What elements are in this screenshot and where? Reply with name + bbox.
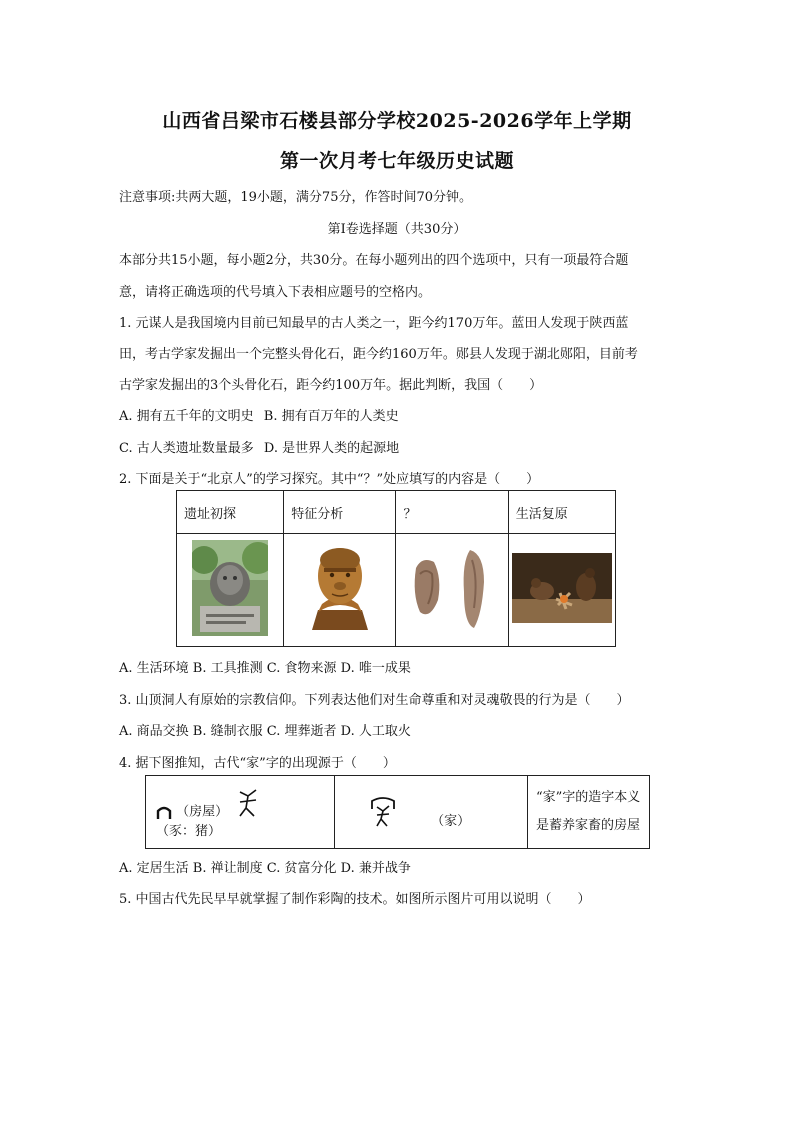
section-intro-line1: 本部分共15小题，每小题2分，共30分。在每小题列出的四个选项中，只有一项最符合题 — [119, 253, 629, 268]
q4-house-label: （房屋） — [176, 804, 229, 819]
q2-option-b[interactable]: B. 工具推测 — [192, 661, 263, 676]
q4-stem: 4. 据下图推知，古代“家”字的出现源于（ ） — [119, 756, 396, 771]
q4-cell-jia — [335, 776, 528, 849]
q1-stem-line3: 古学家发掘出的3个头骨化石，距今约100万年。据此判断，我国（ ） — [119, 378, 543, 393]
q2-header-feature: 特征分析 — [284, 491, 396, 534]
q4-cell-explanation: “家”字的造字本义是蓄养家畜的房屋 — [528, 776, 650, 849]
q4-option-a[interactable]: A. 定居生活 — [119, 861, 189, 876]
exam-title-line1: 山西省吕梁市石楼县部分学校2025-2026学年上学期 — [162, 110, 632, 132]
q2-stem: 2. 下面是关于“北京人”的学习探究。其中“？”处应填写的内容是（ ） — [119, 472, 540, 487]
q1-option-a[interactable]: A. 拥有五千年的文明史 — [119, 409, 254, 424]
q3-option-d[interactable]: D. 人工取火 — [340, 724, 411, 739]
q2-cell-feature-image — [284, 534, 396, 647]
q2-cell-life-image — [508, 534, 615, 647]
q3-option-b[interactable]: B. 缝制衣服 — [192, 724, 263, 739]
q2-table — [176, 490, 616, 647]
pig-glyph-icon — [236, 786, 262, 820]
q5-stem: 5. 中国古代先民早早就掌握了制作彩陶的技术。如图所示图片可用以说明（ ） — [119, 892, 591, 907]
q4-option-b[interactable]: B. 禅让制度 — [192, 861, 263, 876]
life-restoration-image — [512, 553, 612, 623]
stone-tools-image — [404, 538, 500, 638]
q2-header-unknown: ？ — [396, 491, 508, 534]
house-glyph-icon — [156, 804, 172, 820]
q4-cell-components — [146, 776, 335, 849]
q2-cell-tools-image — [396, 534, 508, 647]
section-intro-line2: 意，请将正确选项的代号填入下表相应题号的空格内。 — [119, 285, 432, 300]
q2-options — [119, 657, 411, 676]
q4-option-d[interactable]: D. 兼并战争 — [340, 861, 411, 876]
q1-stem-line2: 田，考古学家发掘出一个完整头骨化石，距今约160万年。郧县人发现于湖北郧阳，目前考 — [119, 347, 638, 362]
q1-option-b[interactable]: B. 拥有百万年的人类史 — [263, 409, 399, 424]
q2-cell-site-image — [177, 534, 284, 647]
q2-option-a[interactable]: A. 生活环境 — [119, 661, 189, 676]
q2-option-c[interactable]: C. 食物来源 — [266, 661, 337, 676]
q2-header-site: 遗址初探 — [177, 491, 284, 534]
exam-title-line2: 第一次月考七年级历史试题 — [279, 150, 514, 172]
section-heading: 第Ⅰ卷选择题（共30分） — [327, 222, 467, 237]
q4-jia-label: （家） — [431, 814, 471, 829]
q3-options — [119, 720, 411, 739]
q4-option-c[interactable]: C. 贫富分化 — [266, 861, 337, 876]
q4-options — [119, 857, 411, 876]
q1-option-c[interactable]: C. 古人类遗址数量最多 — [119, 441, 254, 456]
q3-stem: 3. 山顶洞人有原始的宗教信仰。下列表达他们对生命尊重和对灵魂敬畏的行为是（ ） — [119, 693, 630, 708]
jia-glyph-icon — [369, 795, 397, 829]
notice: 注意事项:共两大题，19小题，满分75分，作答时间70分钟。 — [119, 190, 473, 205]
q1-stem-line1: 1. 元谋人是我国境内目前已知最早的古人类之一，距今约170万年。蓝田人发现于陕西蓝 — [119, 316, 629, 331]
q1-option-d[interactable]: D. 是世界人类的起源地 — [263, 441, 400, 456]
q2-header-life: 生活复原 — [508, 491, 615, 534]
q1-options-row1 — [119, 405, 405, 424]
q1-options-row2 — [119, 437, 405, 456]
q4-table — [145, 775, 650, 849]
peking-man-bust-image — [298, 538, 382, 638]
q2-option-d[interactable]: D. 唯一成果 — [340, 661, 411, 676]
q4-pig-label: （豕：猪） — [156, 823, 222, 839]
q3-option-c[interactable]: C. 埋葬逝者 — [266, 724, 337, 739]
q3-option-a[interactable]: A. 商品交换 — [119, 724, 189, 739]
peking-man-statue-image — [192, 540, 268, 636]
